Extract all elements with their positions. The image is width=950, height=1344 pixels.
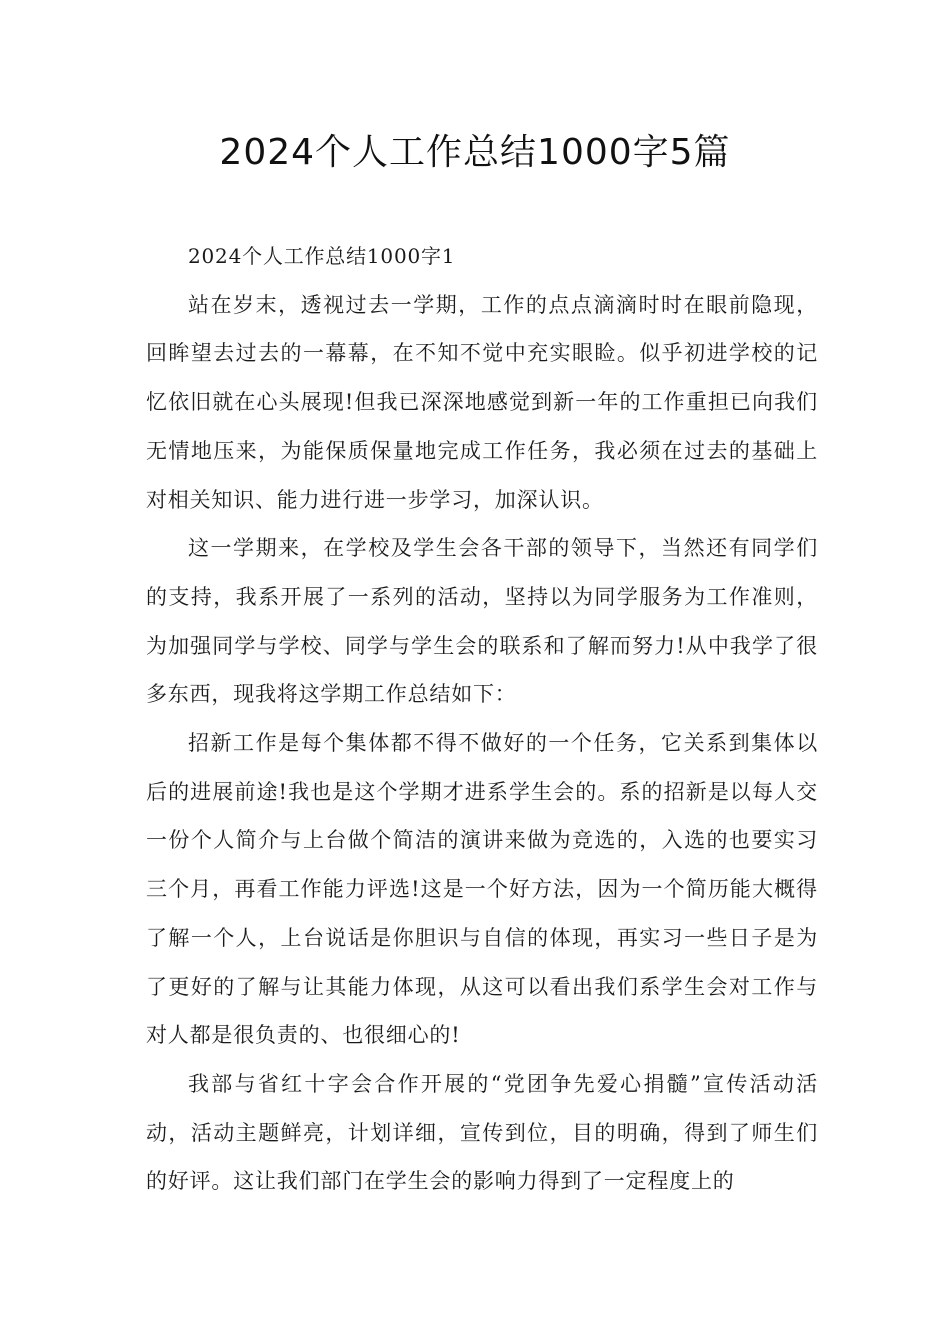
section-heading: 2024个人工作总结1000字1 (188, 244, 456, 268)
paragraph: 站在岁末，透视过去一学期，工作的点点滴滴时时在眼前隐现，回眸望去过去的一幕幕，在不知不觉中充实眼睑。似乎初进学校的记忆依旧就在心头展现!但我已深深地感觉到新一年的工作重担已向我们无情地压来，为能保质保量地完成工作任务，我必须在过去的基础上对相关知识、能力进行进一步学习，加深认识。 (146, 292, 818, 512)
paragraph: 招新工作是每个集体都不得不做好的一个任务，它关系到集体以后的进展前途!我也是这个学期才进系学生会的。系的招新是以每人交一份个人简介与上台做个简洁的演讲来做为竞选的，入选的也要实习三个月，再看工作能力评选!这是一个好方法，因为一个简历能大概得了解一个人，上台说话是你胆识与自信的体现，再实习一些日子是为了更好的了解与让其能力体现，从这可以看出我们系学生会对工作与对人都是很负责的、也很细心的! (146, 731, 818, 1048)
document-title: 2024个人工作总结1000字5篇 (219, 132, 731, 173)
paragraph: 我部与省红十字会合作开展的“党团争先爱心捐髓”宣传活动活动，活动主题鲜亮，计划详细，宣传到位，目的明确，得到了师生们的好评。这让我们部门在学生会的影响力得到了一定程度上的 (146, 1071, 818, 1194)
paragraph: 这一学期来，在学校及学生会各干部的领导下，当然还有同学们的支持，我系开展了一系列的活动，坚持以为同学服务为工作准则，为加强同学与学校、同学与学生会的联系和了解而努力!从中我学了很多东西，现我将这学期工作总结如下： (146, 536, 818, 707)
document-body (146, 232, 818, 1206)
